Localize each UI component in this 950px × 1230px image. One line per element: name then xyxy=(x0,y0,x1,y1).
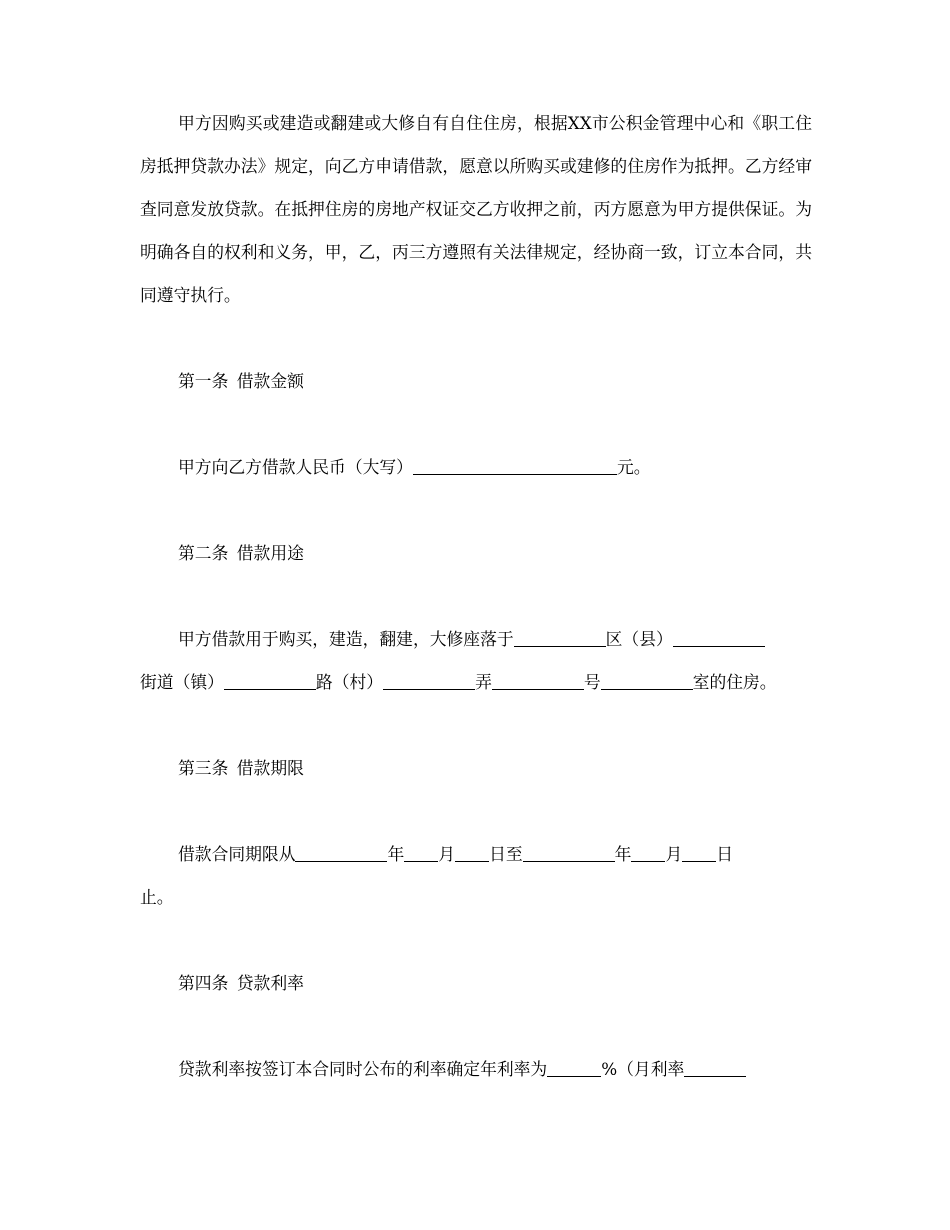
end-day-blank[interactable] xyxy=(682,843,716,862)
article-3-number: 第三条 xyxy=(178,758,229,778)
lane-blank[interactable] xyxy=(492,671,584,690)
article-2-line-1 xyxy=(178,618,765,661)
article-3-line1-a: 借款合同期限从 xyxy=(178,844,296,864)
article-1-body xyxy=(178,446,651,489)
article-1-text-before: 甲方向乙方借款人民币（大写） xyxy=(178,457,413,477)
article-3-month1: 月 xyxy=(438,844,456,864)
article-3-day-end: 日 xyxy=(716,844,734,864)
article-4-title: 贷款利率 xyxy=(236,973,304,993)
article-4-number: 第四条 xyxy=(178,973,229,993)
start-day-blank[interactable] xyxy=(455,843,489,862)
district-blank[interactable] xyxy=(514,628,606,647)
article-3-day-to: 日至 xyxy=(489,844,523,864)
start-year-blank[interactable] xyxy=(295,843,387,862)
article-4-heading xyxy=(178,962,304,1005)
article-2-line1-b: 区（县） xyxy=(605,629,673,649)
article-2-number: 第二条 xyxy=(178,543,229,563)
article-3-line-2: 止。 xyxy=(140,887,174,907)
article-4-text-a: 贷款利率按签订本合同时公布的利率确定年利率为 xyxy=(178,1059,548,1079)
road-blank[interactable] xyxy=(383,671,475,690)
article-4-text-b: %（月利率 xyxy=(601,1059,685,1079)
article-1-text-after: 元。 xyxy=(616,457,651,477)
article-2-title: 借款用途 xyxy=(236,543,304,563)
article-3-year1: 年 xyxy=(387,844,405,864)
article-2-line2-c: 弄 xyxy=(475,672,492,692)
article-2-line1-a: 甲方借款用于购买，建造，翻建，大修座落于 xyxy=(178,629,514,649)
loan-amount-blank[interactable] xyxy=(413,456,617,475)
number-blank[interactable] xyxy=(601,671,693,690)
article-2-line-2 xyxy=(140,661,777,704)
county-blank[interactable] xyxy=(673,628,765,647)
article-3-title: 借款期限 xyxy=(236,758,304,778)
intro-paragraph: 甲方因购买或建造或翻建或大修自有自住住房，根据XX市公积金管理中心和《职工住房抵押贷款办法》规定，向乙方申请借款，愿意以所购买或建修的住房作为抵押。乙方经审查同意发放贷款。在抵押住房的房地产权证交乙方收押之前，丙方愿意为甲方提供保证。为明确各自的权利和义务，甲，乙，丙三方遵照有关法律规定，经协商一致，订立本合同，共同遵守执行。 xyxy=(140,113,812,305)
article-3-line-1 xyxy=(178,833,733,876)
article-1-heading xyxy=(178,360,304,403)
article-3-heading xyxy=(178,747,304,790)
article-1-title: 借款金额 xyxy=(236,371,304,391)
article-2-heading xyxy=(178,532,304,575)
article-3-month2: 月 xyxy=(665,844,683,864)
street-blank[interactable] xyxy=(224,671,316,690)
article-1-number: 第一条 xyxy=(178,371,229,391)
start-month-blank[interactable] xyxy=(404,843,438,862)
end-month-blank[interactable] xyxy=(631,843,665,862)
article-2-line2-d: 号 xyxy=(583,672,601,692)
article-3-year2: 年 xyxy=(614,844,632,864)
article-2-line2-e: 室的住房。 xyxy=(692,672,777,692)
article-2-line2-b: 路（村） xyxy=(315,672,384,692)
annual-rate-blank[interactable] xyxy=(547,1058,601,1077)
article-2-line2-a: 街道（镇） xyxy=(140,672,224,692)
article-4-line-1 xyxy=(178,1048,746,1091)
monthly-rate-blank[interactable] xyxy=(684,1058,746,1077)
end-year-blank[interactable] xyxy=(523,843,615,862)
